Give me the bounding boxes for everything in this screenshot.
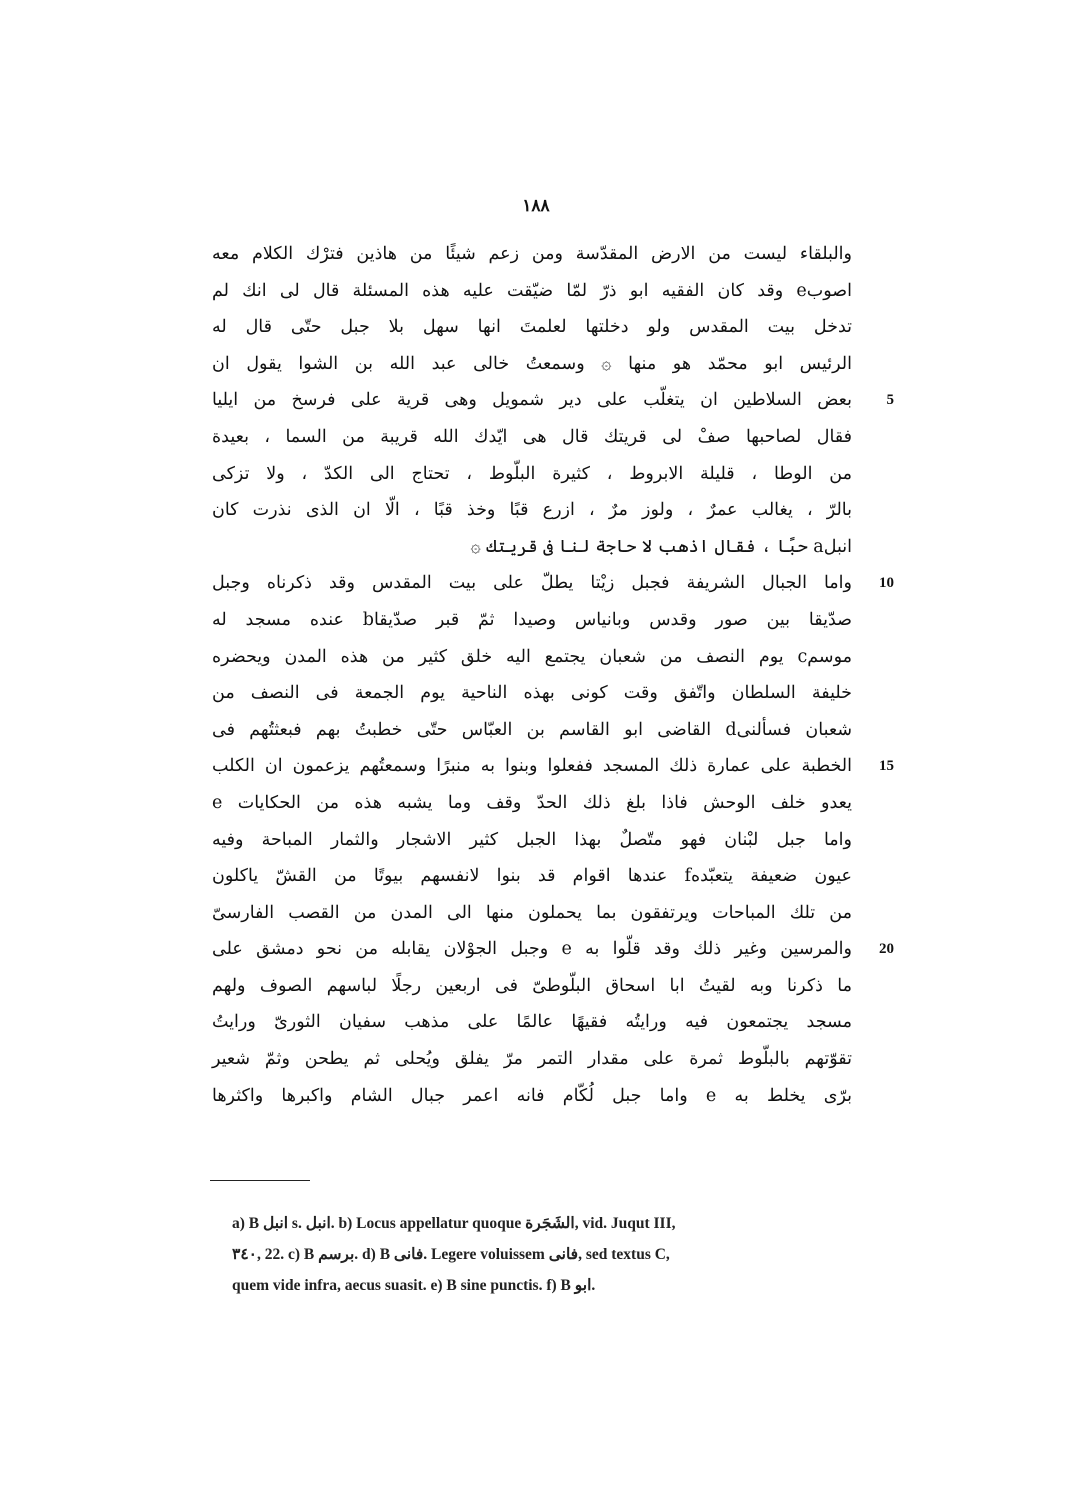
line-number: 5 [886,392,894,409]
text-line [212,968,852,1005]
text-line [212,822,852,859]
text-line-content: من الوطا ، قليلة الابروط ، كثيرة البلّوط ، تحتاج الى الكدّ ، ولا تزكى [212,463,852,484]
text-line [212,602,852,639]
text-line-content: انبلa حبًا ، فقال اذهب لا حاجة لنا فى قريتك ۞ [470,536,852,557]
text-line-content: يعدو خلف الوحش فاذا بلغ ذلك الحدّ وقف وما يشبه هذه من الحكايات e [212,792,852,813]
text-line [212,382,894,419]
text-line-content: والمرسين وغير ذلك وقد قلّوا به e وجبل الجوْلان يقابله من نحو دمشق على [212,939,852,960]
text-line [212,273,852,310]
text-line [212,1078,852,1115]
text-line-content: من تلك المباحات ويرتفقون بما يحملون منها الى المدن من القصب الفارسىّ [212,902,852,923]
footnote-line: quem vide infra, aecus suasit. e) B sine punctis. f) B ابو. [232,1277,596,1294]
text-line-content: عيون ضعيفة يتعبّدهf عندها اقوام قد بنوا لانفسهم بيوتًا من القشّ ياكلون [212,866,852,887]
text-line-content: برّى يخلط به e واما جبل لُكّام فانه اعمر جبال الشام واكبرها واكثرها [212,1085,852,1106]
line-number: 20 [879,941,894,958]
text-line [212,639,852,676]
text-line [212,456,852,493]
text-line-content: خليفة السلطان واتّفق وقت كونى بهذه الناحية يوم الجمعة فى النصف من [212,683,852,704]
text-line-content: الرئيس ابو محمّد هو منها ۞ وسمعتُ خالى عبد الله بن الشوا يقول ان [212,353,852,374]
text-line-content: واما الجبال الشريفة فجبل زيْتا يطلّ على بيت المقدس وقد ذكرناه وجبل [212,573,852,594]
text-line [212,346,852,383]
text-line [212,565,894,602]
text-line [212,309,852,346]
line-number: 15 [879,758,894,775]
page-number: ١٨٨ [522,196,550,216]
text-line [212,895,852,932]
text-line [212,1004,852,1041]
text-line-content: تدخل بيت المقدس ولو دخلتها لعلمتَ انها سهل بلا جبل حتّى قال له [212,317,852,338]
text-line-content: مسجد يجتمعون فيه ورايتُه فقيهًا عالمًا على مذهب سفيان الثورىّ ورايتُ [212,1012,852,1033]
text-line-content: بعض السلاطين ان يتغلّب على دير شمويل وهى قرية على فرسخ من ايليا [212,390,852,411]
text-line-content: تقوّتهم بالبلّوط ثمرة على مقدار التمر مرّ يفلق ويُحلى ثم يطحن وثمّ شعير [212,1049,852,1070]
text-line [212,529,852,566]
arabic-body-text [212,236,894,1114]
text-line-content: والبلقاء ليست من الارض المقدّسة ومن زعم شيئًا من هاذين فترْك الكلام معه [212,244,852,264]
text-line-content: اصوبe وقد كان الفقيه ابو ذرّ لمّا ضيّقت عليه هذه المسئلة قال لى انك لم [212,280,852,301]
text-line-content: واما جبل لبْنان فهو متّصلٌ بهذا الجبل كثير الاشجار والثمار المباحة وفيه [212,829,852,850]
text-line [212,858,852,895]
text-line-content: الخطبة على عمارة ذلك المسجد ففعلوا وبنوا به منبرًا وسمعتُهم يزعمون ان الكلب [212,756,852,777]
text-line [212,1041,852,1078]
text-line [212,492,852,529]
text-line-content: فقال لصاحبها صفْ لى قريتك قال هى ايّدك الله قريبة من السما ، بعيدة [212,426,852,447]
text-line-content: صدّيقا بين صور وقدس وبانياس وصيدا ثمّ قبر صدّيقاb عنده مسجد له [212,609,852,630]
footnotes [232,1208,852,1301]
text-line-content: شعبان فسألنىd القاضى ابو القاسم بن العبّاس حتّى خطبتُ بهم فبعثتُهم فى [212,719,852,740]
text-line [212,419,852,456]
text-line [212,675,852,712]
text-line [212,748,894,785]
text-line [212,712,852,749]
footnote-line: a) B انبل s. انبل. b) Locus appellatur quoque الشَجَرة, vid. Juqut III, [232,1215,676,1232]
line-number: 10 [879,575,894,592]
text-line-content: ما ذكرنا وبه لقيتُ ابا اسحاق البلّوطىّ فى اربعين رجلًا لباسهم الصوف ولهم [212,975,852,996]
footnote-divider [210,1180,310,1181]
text-line [212,785,852,822]
text-line [212,931,894,968]
text-line-content: بالرّ ، يغالب عمرٌ ، ولوز مرٌ ، ازرع قبًا وخذ قبًا ، الّا ان الذى نذرت كان [212,500,852,521]
footnote-line: ٣٤٠, 22. c) B برسم. d) B فانى. Legere voluissem فانى, sed textus C, [232,1246,670,1263]
text-line-content: موسمc يوم النصف من شعبان يجتمع اليه خلق كثير من هذه المدن ويحضره [212,646,852,667]
text-line [212,236,852,273]
